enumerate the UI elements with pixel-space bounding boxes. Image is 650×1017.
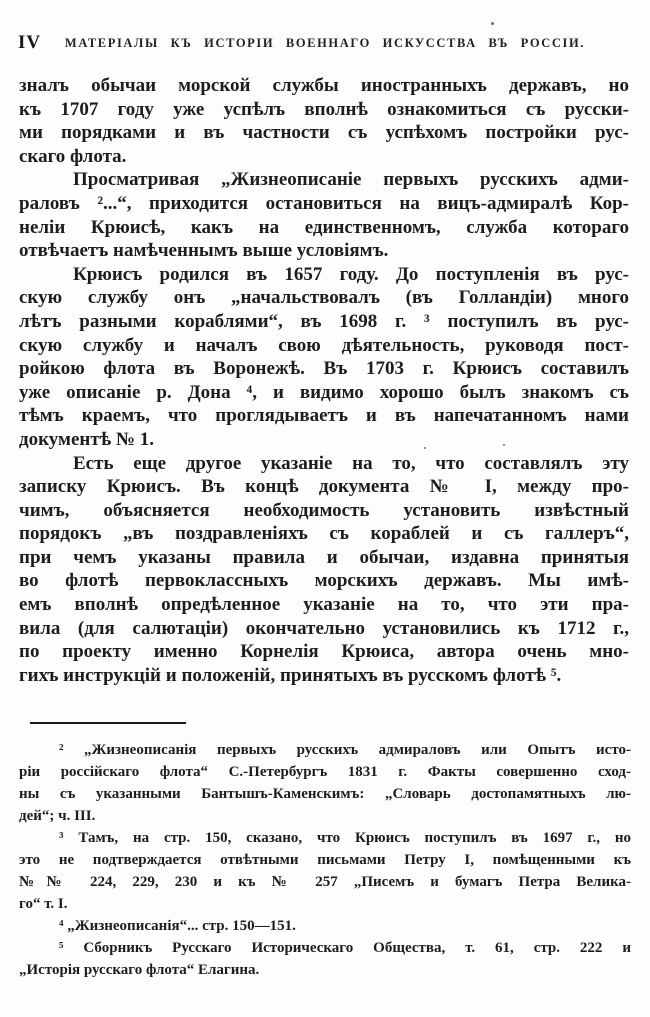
text-line: записку Крюисъ. Въ концѣ документа № I, между про- bbox=[19, 476, 629, 498]
text-line: неліи Крюисѣ, какъ на единственномъ, служба котораго bbox=[19, 216, 629, 238]
scan-speck bbox=[491, 22, 494, 25]
text-line: емъ вполнѣ опредѣленное указаніе на то, что эти пра- bbox=[19, 594, 629, 616]
text-line: ны съ указанными Бантышъ-Каменскимъ: „Словарь достопамятныхъ лю- bbox=[19, 786, 631, 802]
scan-speck bbox=[424, 447, 426, 449]
text-line: чимъ, объясняется необходимость установить извѣстный bbox=[19, 499, 629, 521]
text-line: ройкою флота въ Воронежѣ. Въ 1703 г. Крюисъ составилъ bbox=[19, 358, 629, 380]
text-line: тѣмъ краемъ, что проглядываетъ и въ напечатанномъ нами bbox=[19, 405, 629, 427]
text-line: ми порядками и въ частности съ успѣхомъ постройки рус- bbox=[19, 122, 629, 144]
body-text bbox=[19, 74, 629, 687]
page-number: IV bbox=[18, 32, 42, 53]
text-line: по проекту именно Корнелія Крюиса, автора очень мно- bbox=[19, 641, 629, 663]
text-line: ріи россійскаго флота“ С.-Петербургъ 1831 г. Факты совершенно сход- bbox=[19, 764, 631, 780]
text-line: зналъ обычаи морской службы иностранныхъ державъ, но bbox=[19, 75, 629, 96]
text-line: это не подтверждается отвѣтными письмами Петру I, помѣщенными къ bbox=[19, 852, 631, 868]
text-line: Просматривая „Жизнеописаніе первыхъ русскихъ адми- bbox=[73, 169, 629, 191]
text-line: го“ т. I. bbox=[19, 896, 68, 912]
text-line: ⁵ Сборникъ Русскаго Историческаго Общества, т. 61, стр. 222 и bbox=[59, 940, 631, 956]
text-line: ³ Тамъ, на стр. 150, сказано, что Крюисъ поступилъ въ 1697 г., но bbox=[59, 830, 631, 846]
footnote-separator bbox=[30, 722, 186, 724]
text-line: къ 1707 году уже успѣлъ вполнѣ ознакомиться съ русски- bbox=[19, 98, 629, 120]
scan-speck bbox=[503, 444, 505, 446]
text-line: №№ 224, 229, 230 и къ № 257 „Писемъ и бумагъ Петра Велика- bbox=[19, 874, 631, 890]
text-line: отвѣчаетъ намѣченнымъ выше условіямъ. bbox=[19, 240, 389, 262]
text-line: скую службу и началъ свою дѣятельность, руководя пост- bbox=[19, 334, 629, 356]
text-line: гихъ инструкцій и положеній, принятыхъ въ русскомъ флотѣ ⁵. bbox=[19, 664, 562, 686]
text-line: раловъ ²...“, приходится остановиться на вицъ-адмиралѣ Кор- bbox=[19, 192, 629, 214]
text-line: „Исторія русскаго флота“ Елагина. bbox=[19, 962, 260, 978]
page-header bbox=[0, 30, 650, 54]
footnotes bbox=[19, 739, 631, 981]
text-line: при чемъ указаны правила и обычаи, издавна принятыя bbox=[19, 546, 629, 568]
text-line: уже описаніе р. Дона ⁴, и видимо хорошо былъ знакомъ съ bbox=[19, 381, 629, 403]
text-line: ² „Жизнеописанія первыхъ русскихъ адмираловъ или Опытъ исто- bbox=[59, 742, 631, 758]
text-line: дей“; ч. III. bbox=[19, 808, 96, 824]
text-line: скаго флота. bbox=[19, 145, 127, 167]
text-line: вила (для салютаціи) окончательно установились къ 1712 г., bbox=[19, 617, 629, 639]
text-line: Крюисъ родился въ 1657 году. До поступленія въ рус- bbox=[73, 263, 629, 285]
text-line: порядокъ „въ поздравленіяхъ съ кораблей и съ галлеръ“, bbox=[19, 523, 629, 545]
text-line: документѣ № 1. bbox=[19, 428, 154, 450]
text-line: Есть еще другое указаніе на то, что составлялъ эту bbox=[73, 452, 629, 474]
running-title: МАТЕРІАЛЫ КЪ ИСТОРІИ ВОЕННАГО ИСКУССТВА ВЪ РОССІИ. bbox=[64, 36, 586, 50]
text-line: лѣтъ разными кораблями“, въ 1698 г. ³ поступилъ въ рус- bbox=[19, 310, 629, 332]
text-line: во флотѣ первоклассныхъ морскихъ державъ. Мы имѣ- bbox=[19, 570, 629, 592]
text-line: скую службу онъ „начальствовалъ (въ Голландіи) много bbox=[19, 287, 629, 309]
text-line: ⁴ „Жизнеописанія“... стр. 150—151. bbox=[59, 918, 296, 934]
